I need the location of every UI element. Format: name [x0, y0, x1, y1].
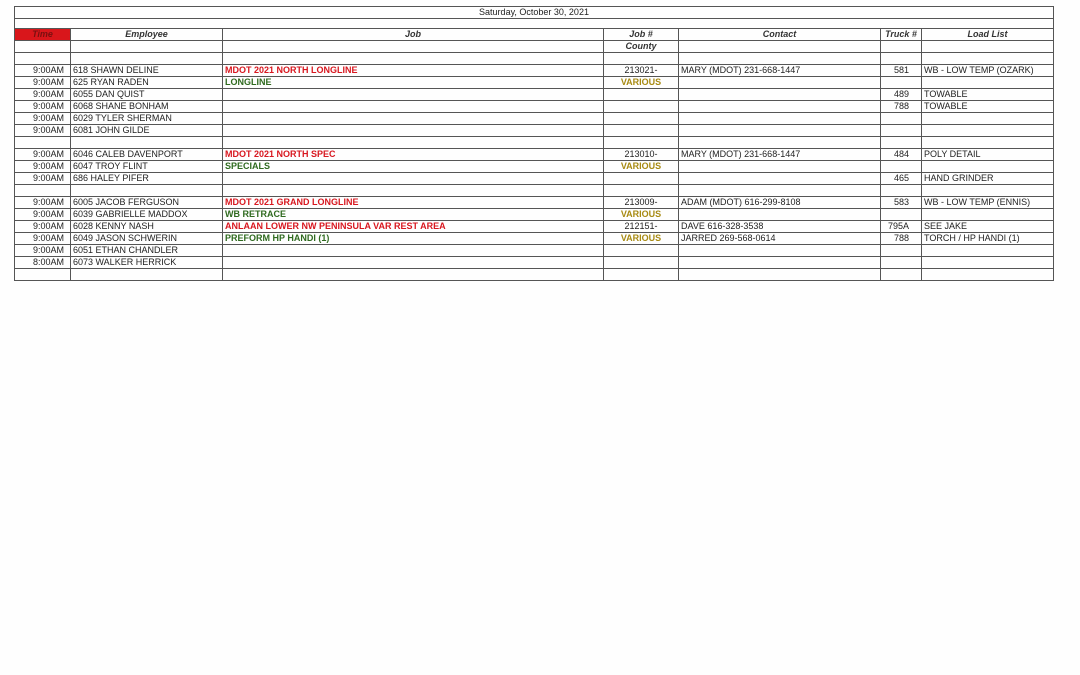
load-list-cell: SEE JAKE	[922, 221, 1054, 233]
contact-cell: MARY (MDOT) 231-668-1447	[679, 149, 881, 161]
truck-cell	[881, 113, 922, 125]
load-list-cell: TOWABLE	[922, 89, 1054, 101]
time-cell: 9:00AM	[15, 77, 71, 89]
employee-cell: 6051 ETHAN CHANDLER	[71, 245, 223, 257]
job-cell: MDOT 2021 GRAND LONGLINE	[223, 197, 604, 209]
time-cell: 9:00AM	[15, 173, 71, 185]
header-load-list: Load List	[922, 29, 1054, 41]
employee-cell: 686 HALEY PIFER	[71, 173, 223, 185]
truck-cell: 788	[881, 101, 922, 113]
contact-cell	[679, 173, 881, 185]
job-cell	[223, 125, 604, 137]
employee-cell: 6029 TYLER SHERMAN	[71, 113, 223, 125]
time-cell: 9:00AM	[15, 161, 71, 173]
truck-cell: 581	[881, 65, 922, 77]
truck-cell	[881, 209, 922, 221]
job-number-cell: 213009-	[604, 197, 679, 209]
contact-cell	[679, 113, 881, 125]
job-number-cell	[604, 89, 679, 101]
job-cell	[223, 245, 604, 257]
load-list-cell	[922, 209, 1054, 221]
title-row	[15, 7, 1054, 19]
table-row	[15, 209, 1054, 221]
job-number-cell	[604, 257, 679, 269]
time-cell: 8:00AM	[15, 257, 71, 269]
load-list-cell: WB - LOW TEMP (ENNIS)	[922, 197, 1054, 209]
employee-cell: 6068 SHANE BONHAM	[71, 101, 223, 113]
table-row	[15, 221, 1054, 233]
table-row	[15, 173, 1054, 185]
job-cell: WB RETRACE	[223, 209, 604, 221]
contact-cell	[679, 89, 881, 101]
time-cell: 9:00AM	[15, 245, 71, 257]
job-number-cell	[604, 245, 679, 257]
job-cell: MDOT 2021 NORTH SPEC	[223, 149, 604, 161]
job-number-cell: 213010-	[604, 149, 679, 161]
header-job: Job	[223, 29, 604, 41]
job-cell: MDOT 2021 NORTH LONGLINE	[223, 65, 604, 77]
table-row	[15, 77, 1054, 89]
job-cell	[223, 89, 604, 101]
header-county: County	[604, 41, 679, 53]
blank-row	[15, 53, 1054, 65]
load-list-cell: POLY DETAIL	[922, 149, 1054, 161]
load-list-cell: TORCH / HP HANDI (1)	[922, 233, 1054, 245]
job-number-cell	[604, 173, 679, 185]
blank-row	[15, 269, 1054, 281]
job-number-cell: 212151-	[604, 221, 679, 233]
contact-cell: ADAM (MDOT) 616-299-8108	[679, 197, 881, 209]
employee-cell: 6081 JOHN GILDE	[71, 125, 223, 137]
blank-row	[15, 185, 1054, 197]
load-list-cell	[922, 77, 1054, 89]
table-row	[15, 125, 1054, 137]
job-number-cell	[604, 101, 679, 113]
employee-cell: 6055 DAN QUIST	[71, 89, 223, 101]
job-cell	[223, 257, 604, 269]
truck-cell	[881, 245, 922, 257]
contact-cell	[679, 77, 881, 89]
time-cell: 9:00AM	[15, 101, 71, 113]
table-row	[15, 89, 1054, 101]
truck-cell: 583	[881, 197, 922, 209]
contact-cell	[679, 257, 881, 269]
load-list-cell	[922, 113, 1054, 125]
contact-cell	[679, 101, 881, 113]
truck-cell: 795A	[881, 221, 922, 233]
time-cell: 9:00AM	[15, 221, 71, 233]
table-row	[15, 233, 1054, 245]
job-number-cell: 213021-	[604, 65, 679, 77]
job-cell	[223, 113, 604, 125]
blank-row	[15, 137, 1054, 149]
time-cell: 9:00AM	[15, 233, 71, 245]
job-cell	[223, 173, 604, 185]
schedule-table	[14, 6, 1054, 281]
table-row	[15, 257, 1054, 269]
job-number-cell: VARIOUS	[604, 161, 679, 173]
employee-cell: 6028 KENNY NASH	[71, 221, 223, 233]
subheader-row	[15, 41, 1054, 53]
job-cell: LONGLINE	[223, 77, 604, 89]
job-cell: SPECIALS	[223, 161, 604, 173]
employee-cell: 6073 WALKER HERRICK	[71, 257, 223, 269]
contact-cell: DAVE 616-328-3538	[679, 221, 881, 233]
header-job-number: Job #	[604, 29, 679, 41]
time-cell: 9:00AM	[15, 149, 71, 161]
truck-cell	[881, 77, 922, 89]
load-list-cell: HAND GRINDER	[922, 173, 1054, 185]
truck-cell	[881, 125, 922, 137]
time-cell: 9:00AM	[15, 89, 71, 101]
load-list-cell: TOWABLE	[922, 101, 1054, 113]
time-cell: 9:00AM	[15, 113, 71, 125]
contact-cell	[679, 209, 881, 221]
table-row	[15, 101, 1054, 113]
job-number-cell: VARIOUS	[604, 77, 679, 89]
employee-cell: 6049 JASON SCHWERIN	[71, 233, 223, 245]
header-truck: Truck #	[881, 29, 922, 41]
header-time: Time	[15, 29, 71, 41]
table-row	[15, 245, 1054, 257]
time-cell: 9:00AM	[15, 125, 71, 137]
employee-cell: 625 RYAN RADEN	[71, 77, 223, 89]
contact-cell	[679, 245, 881, 257]
contact-cell	[679, 161, 881, 173]
employee-cell: 6046 CALEB DAVENPORT	[71, 149, 223, 161]
truck-cell: 484	[881, 149, 922, 161]
table-row	[15, 149, 1054, 161]
job-number-cell	[604, 125, 679, 137]
header-employee: Employee	[71, 29, 223, 41]
header-contact: Contact	[679, 29, 881, 41]
table-row	[15, 161, 1054, 173]
time-cell: 9:00AM	[15, 197, 71, 209]
truck-cell: 489	[881, 89, 922, 101]
table-row	[15, 113, 1054, 125]
load-list-cell	[922, 161, 1054, 173]
truck-cell	[881, 161, 922, 173]
employee-cell: 6039 GABRIELLE MADDOX	[71, 209, 223, 221]
job-cell: PREFORM HP HANDI (1)	[223, 233, 604, 245]
employee-cell: 6005 JACOB FERGUSON	[71, 197, 223, 209]
job-number-cell	[604, 113, 679, 125]
header-row	[15, 29, 1054, 41]
contact-cell: JARRED 269-568-0614	[679, 233, 881, 245]
truck-cell: 788	[881, 233, 922, 245]
employee-cell: 6047 TROY FLINT	[71, 161, 223, 173]
time-cell: 9:00AM	[15, 65, 71, 77]
load-list-cell	[922, 245, 1054, 257]
truck-cell	[881, 257, 922, 269]
table-row	[15, 197, 1054, 209]
truck-cell: 465	[881, 173, 922, 185]
time-cell: 9:00AM	[15, 209, 71, 221]
contact-cell: MARY (MDOT) 231-668-1447	[679, 65, 881, 77]
job-cell	[223, 101, 604, 113]
employee-cell: 618 SHAWN DELINE	[71, 65, 223, 77]
page-title: Saturday, October 30, 2021	[15, 7, 1054, 19]
job-cell: ANLAAN LOWER NW PENINSULA VAR REST AREA	[223, 221, 604, 233]
job-number-cell: VARIOUS	[604, 209, 679, 221]
load-list-cell	[922, 257, 1054, 269]
spacer-row	[15, 19, 1054, 29]
load-list-cell: WB - LOW TEMP (OZARK)	[922, 65, 1054, 77]
contact-cell	[679, 125, 881, 137]
load-list-cell	[922, 125, 1054, 137]
table-row	[15, 65, 1054, 77]
job-number-cell: VARIOUS	[604, 233, 679, 245]
